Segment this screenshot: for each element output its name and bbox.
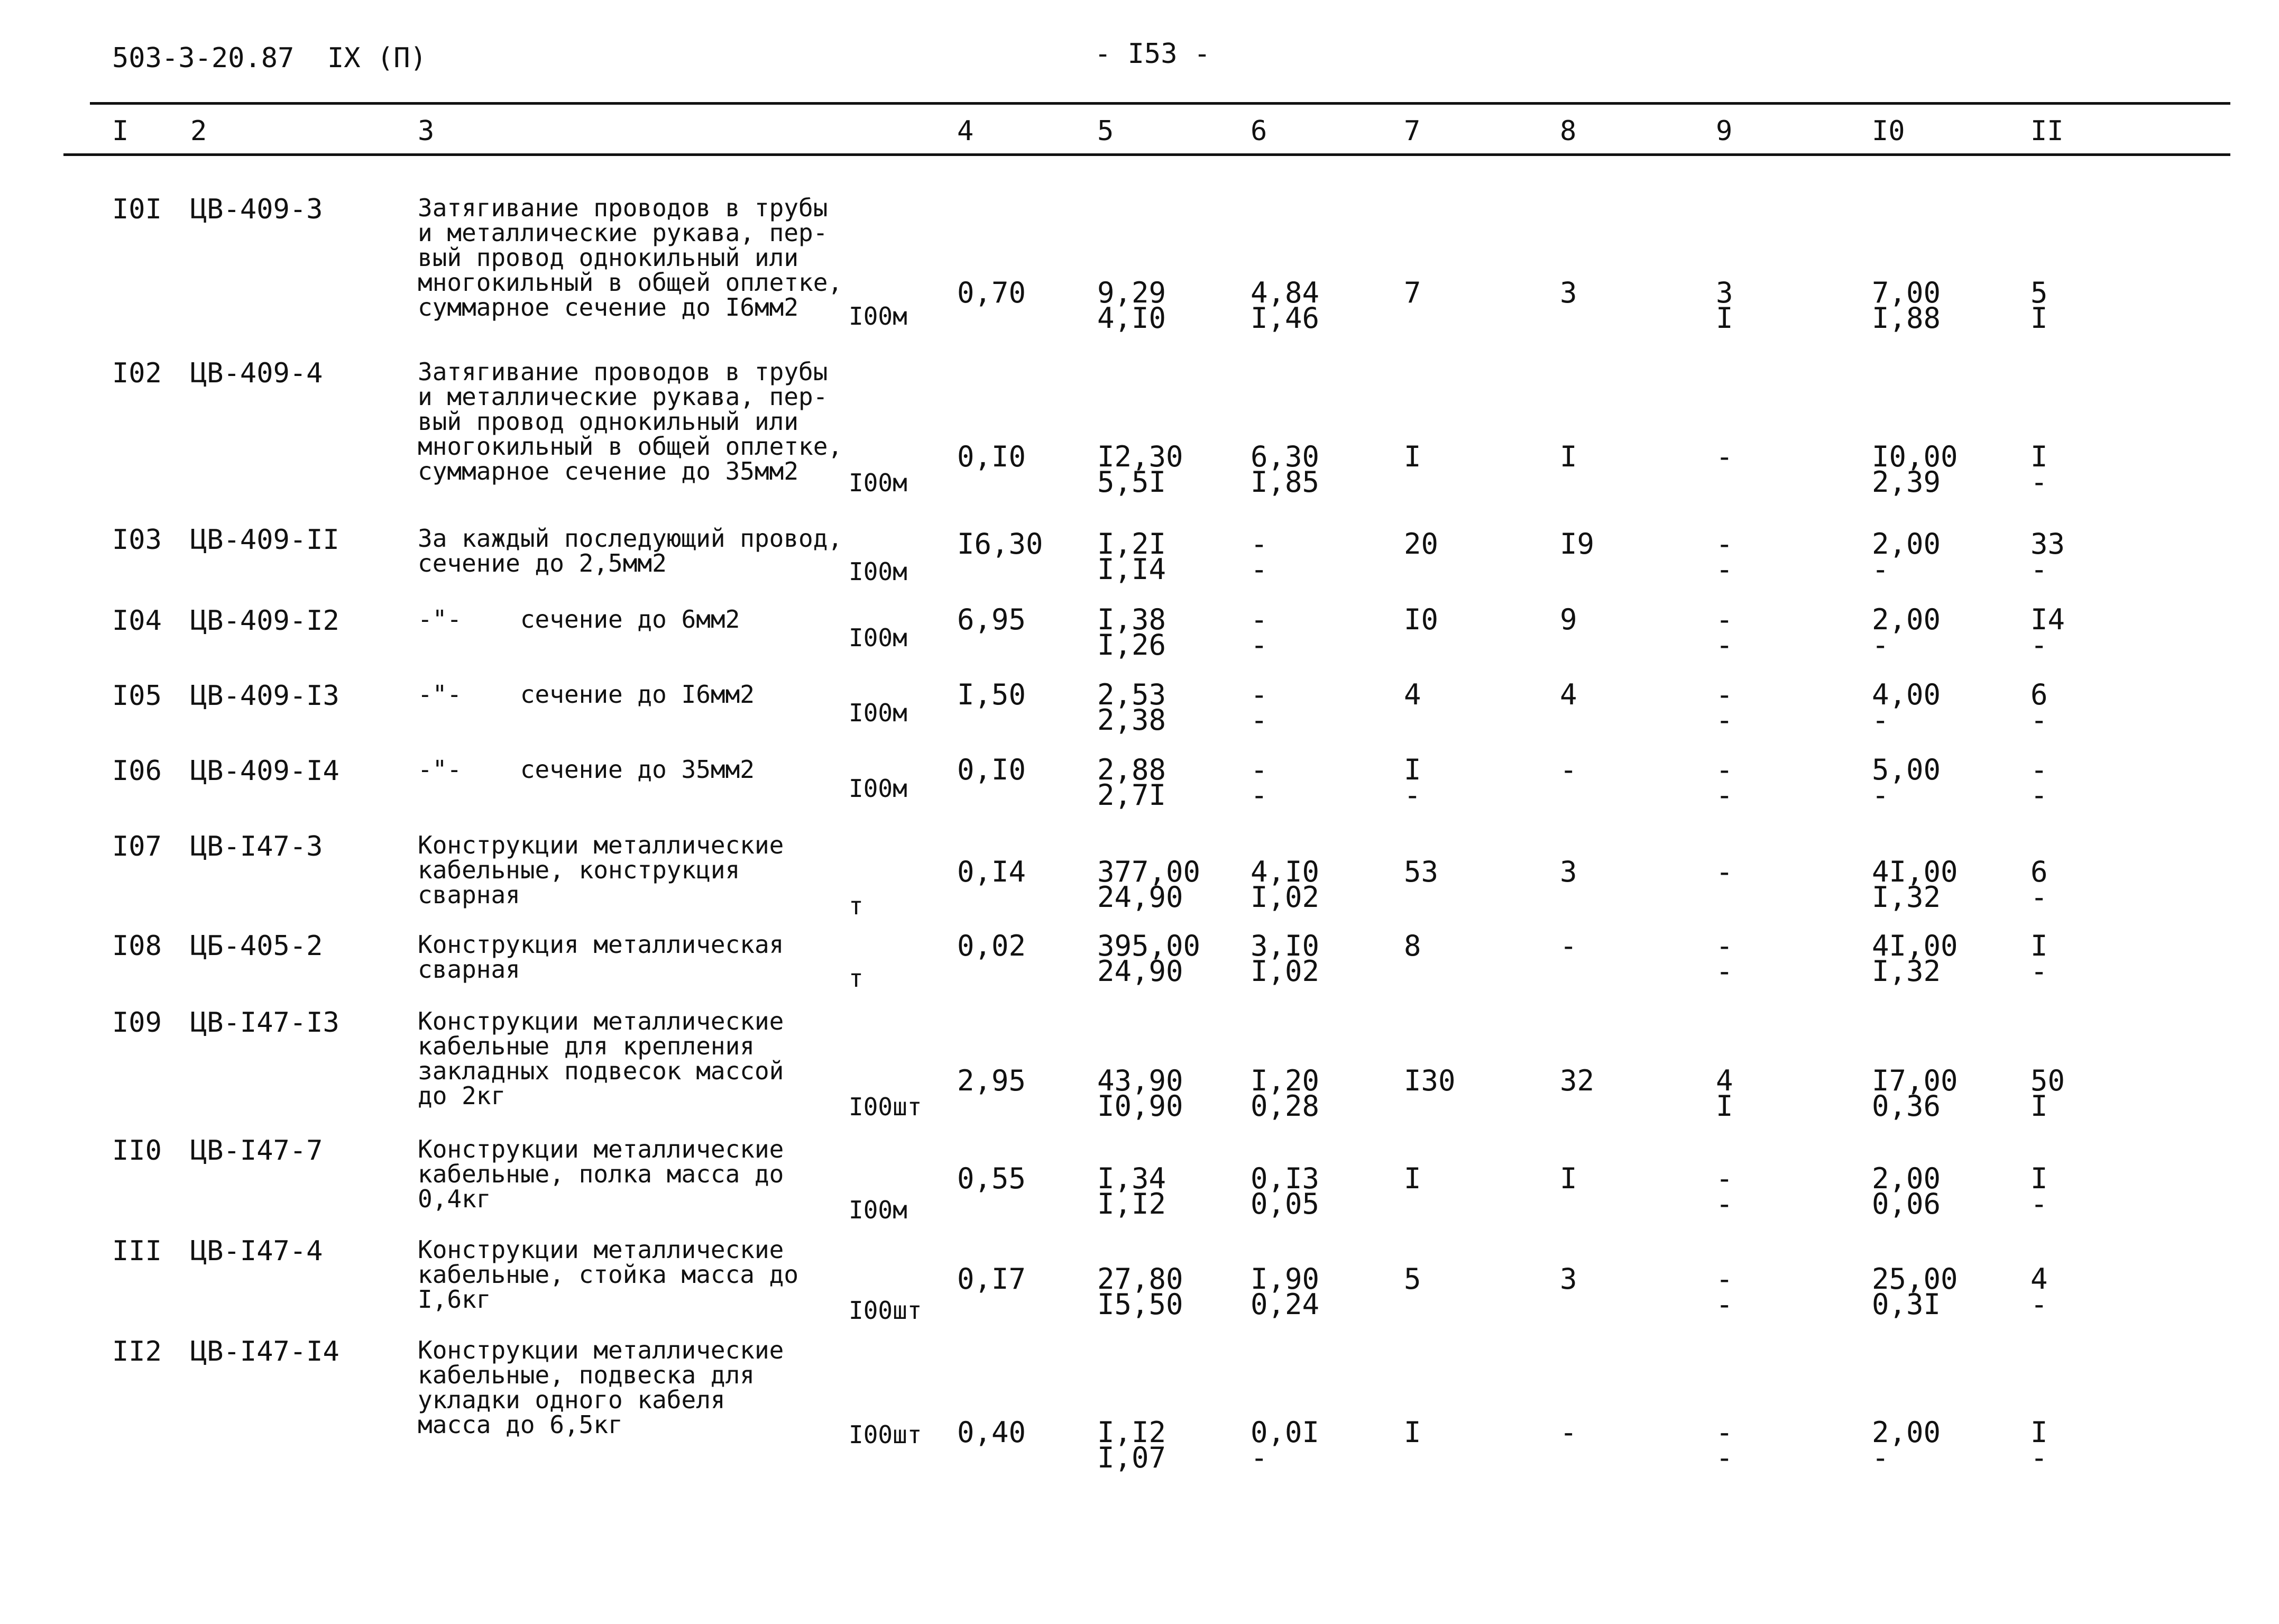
column-header-4: 4 <box>957 115 974 147</box>
row-number: II0 <box>112 1135 162 1167</box>
work-description-line: Затягивание проводов в трубы <box>418 194 828 222</box>
col9-value: 3 <box>1716 276 1733 309</box>
price-code: ЦБ-405-2 <box>190 930 323 962</box>
work-description-line: вый провод однокильный или <box>418 243 799 272</box>
unit-of-measure: I00м <box>849 302 907 331</box>
col11-value: 50 <box>2030 1064 2065 1097</box>
work-description-line: суммарное сечение до I6мм2 <box>418 293 799 322</box>
col8-value: - <box>1560 929 1577 962</box>
col10-value: I,88 <box>1872 301 1941 335</box>
col11-value: 5 <box>2030 276 2048 309</box>
col7-value: - <box>1404 778 1421 812</box>
col6-value: - <box>1251 678 1268 711</box>
price-code: ЦВ-409-4 <box>190 357 323 389</box>
work-description-line: кабельные, полка масса до <box>418 1160 784 1188</box>
col5-value: 2,7I <box>1097 778 1166 812</box>
col5-value: 27,80 <box>1097 1262 1183 1296</box>
col11-value: I4 <box>2030 603 2065 636</box>
col11-value: - <box>2030 880 2048 914</box>
work-description-line: кабельные, подвеска для <box>418 1361 755 1389</box>
col6-value: - <box>1251 553 1268 586</box>
col7-value: I30 <box>1404 1064 1456 1097</box>
unit-of-measure: I00м <box>849 623 907 652</box>
col9-value: - <box>1716 628 1733 662</box>
col6-value: 0,24 <box>1251 1288 1320 1321</box>
col11-value: - <box>2030 465 2048 499</box>
col5-value: I,I4 <box>1097 553 1166 586</box>
col9-value: - <box>1716 1187 1733 1221</box>
col10-value: I,32 <box>1872 955 1941 988</box>
header-rule <box>63 153 2230 156</box>
col5-value: 2,38 <box>1097 703 1166 737</box>
row-number: III <box>112 1235 162 1267</box>
col8-value: I <box>1560 1162 1577 1195</box>
col11-value: - <box>2030 753 2048 786</box>
col5-value: I,07 <box>1097 1441 1166 1474</box>
col5-value: 4,I0 <box>1097 301 1166 335</box>
work-description-line: закладных подвесок массой <box>418 1057 784 1085</box>
col6-value: - <box>1251 753 1268 786</box>
col9-value: - <box>1716 553 1733 586</box>
col9-value: - <box>1716 1441 1733 1474</box>
work-description-line: кабельные для крепления <box>418 1032 755 1060</box>
col11-value: 6 <box>2030 678 2048 711</box>
column-header-5: 5 <box>1097 115 1114 147</box>
col7-value: 7 <box>1404 276 1421 309</box>
col5-value: 5,5I <box>1097 465 1166 499</box>
col6-value: I,85 <box>1251 465 1320 499</box>
column-header-11: II <box>2030 115 2064 147</box>
row-number: I07 <box>112 831 162 863</box>
unit-of-measure: I00м <box>849 557 907 586</box>
column-header-8: 8 <box>1560 115 1577 147</box>
col8-value: 32 <box>1560 1064 1595 1097</box>
work-description-line: многокильный в общей оплетке, <box>418 268 843 297</box>
col11-value: - <box>2030 1288 2048 1321</box>
col11-value: I <box>2030 1162 2048 1195</box>
col8-value: 9 <box>1560 603 1577 636</box>
row-number: I09 <box>112 1007 162 1039</box>
col4-value: I,50 <box>957 678 1026 711</box>
col9-value: I <box>1716 301 1733 335</box>
col10-value: 0,36 <box>1872 1089 1941 1123</box>
work-description-line: Конструкции металлические <box>418 831 784 859</box>
col4-value: 0,55 <box>957 1162 1026 1195</box>
col7-value: I <box>1404 440 1421 473</box>
col10-value: I7,00 <box>1872 1064 1958 1097</box>
work-description-line: сварная <box>418 880 520 909</box>
col5-value: 9,29 <box>1097 276 1166 309</box>
work-description-line: и металлические рукава, пер- <box>418 218 828 247</box>
col9-value: - <box>1716 440 1733 473</box>
column-header-9: 9 <box>1716 115 1733 147</box>
col6-value: - <box>1251 603 1268 636</box>
row-number: II2 <box>112 1336 162 1368</box>
col11-value: - <box>2030 1187 2048 1221</box>
work-description-line: сечение до 2,5мм2 <box>418 549 667 577</box>
col5-value: 395,00 <box>1097 929 1201 962</box>
col9-value: - <box>1716 678 1733 711</box>
col10-value: - <box>1872 1441 1889 1474</box>
work-description-line: кабельные, конструкция <box>418 856 740 884</box>
work-description-line: Конструкции металлические <box>418 1235 784 1264</box>
col9-value: - <box>1716 1262 1733 1296</box>
col9-value: - <box>1716 929 1733 962</box>
col4-value: 0,I0 <box>957 753 1026 786</box>
col7-value: 5 <box>1404 1262 1421 1296</box>
col6-value: I,02 <box>1251 955 1320 988</box>
col8-value: 3 <box>1560 1262 1577 1296</box>
col5-value: I,I2 <box>1097 1416 1166 1449</box>
col9-value: - <box>1716 1162 1733 1195</box>
col6-value: - <box>1251 703 1268 737</box>
col10-value: 2,00 <box>1872 1416 1941 1449</box>
price-code: ЦВ-409-I4 <box>190 755 339 787</box>
col11-value: - <box>2030 778 2048 812</box>
col9-value: - <box>1716 778 1733 812</box>
price-code: ЦВ-I47-4 <box>190 1235 323 1267</box>
work-description-line: Конструкции металлические <box>418 1336 784 1364</box>
col5-value: 377,00 <box>1097 855 1201 888</box>
col4-value: 0,I4 <box>957 855 1026 888</box>
work-description-line: многокильный в общей оплетке, <box>418 432 843 461</box>
col11-value: - <box>2030 553 2048 586</box>
col6-value: 4,I0 <box>1251 855 1320 888</box>
col8-value: I9 <box>1560 527 1595 561</box>
col6-value: 4,84 <box>1251 276 1320 309</box>
col4-value: 0,70 <box>957 276 1026 309</box>
col9-value: - <box>1716 955 1733 988</box>
col10-value: - <box>1872 703 1889 737</box>
col5-value: I,38 <box>1097 603 1166 636</box>
col4-value: I6,30 <box>957 527 1043 561</box>
work-description-line: и металлические рукава, пер- <box>418 382 828 411</box>
col5-value: I5,50 <box>1097 1288 1183 1321</box>
col6-value: 6,30 <box>1251 440 1320 473</box>
col5-value: I,34 <box>1097 1162 1166 1195</box>
col10-value: 5,00 <box>1872 753 1941 786</box>
col11-value: 6 <box>2030 855 2048 888</box>
col6-value: - <box>1251 778 1268 812</box>
price-code: ЦВ-I47-I3 <box>190 1007 339 1039</box>
col11-value: I <box>2030 1416 2048 1449</box>
col11-value: - <box>2030 628 2048 662</box>
col6-value: I,20 <box>1251 1064 1320 1097</box>
row-number: I04 <box>112 605 162 637</box>
col8-value: - <box>1560 753 1577 786</box>
work-description-line: суммарное сечение до 35мм2 <box>418 457 799 485</box>
col10-value: 4,00 <box>1872 678 1941 711</box>
col11-value: - <box>2030 955 2048 988</box>
unit-of-measure: I00шт <box>849 1296 922 1325</box>
col4-value: 0,I7 <box>957 1262 1026 1296</box>
col10-value: I0,00 <box>1872 440 1958 473</box>
col4-value: 0,40 <box>957 1416 1026 1449</box>
work-description-line: масса до 6,5кг <box>418 1410 623 1439</box>
work-description-line: -"- сечение до 35мм2 <box>418 755 755 784</box>
work-description-line: Затягивание проводов в трубы <box>418 357 828 386</box>
col6-value: - <box>1251 1441 1268 1474</box>
col9-value: - <box>1716 1288 1733 1321</box>
unit-of-measure: I00м <box>849 469 907 497</box>
col10-value: 4I,00 <box>1872 855 1958 888</box>
col11-value: I <box>2030 1089 2048 1123</box>
col10-value: 0,06 <box>1872 1187 1941 1221</box>
column-header-2: 2 <box>190 115 207 147</box>
row-number: I06 <box>112 755 162 787</box>
col8-value: 3 <box>1560 855 1577 888</box>
col10-value: 4I,00 <box>1872 929 1958 962</box>
col6-value: 0,28 <box>1251 1089 1320 1123</box>
col10-value: 2,39 <box>1872 465 1941 499</box>
work-description-line: 0,4кг <box>418 1185 491 1213</box>
col6-value: 0,I3 <box>1251 1162 1320 1195</box>
price-code: ЦВ-I47-7 <box>190 1135 323 1167</box>
col5-value: I,2I <box>1097 527 1166 561</box>
row-number: I03 <box>112 524 162 556</box>
work-description-line: кабельные, стойка масса до <box>418 1260 799 1289</box>
col10-value: 0,3I <box>1872 1288 1941 1321</box>
col4-value: 0,02 <box>957 929 1026 962</box>
column-header-7: 7 <box>1404 115 1421 147</box>
col7-value: 4 <box>1404 678 1421 711</box>
price-code: ЦВ-409-I2 <box>190 605 339 637</box>
col6-value: 0,0I <box>1251 1416 1320 1449</box>
col5-value: 2,88 <box>1097 753 1166 786</box>
col5-value: I0,90 <box>1097 1089 1183 1123</box>
col11-value: - <box>2030 1441 2048 1474</box>
unit-of-measure: т <box>849 964 863 993</box>
col8-value: I <box>1560 440 1577 473</box>
work-description-line: Конструкции металлические <box>418 1135 784 1163</box>
col6-value: - <box>1251 527 1268 561</box>
col9-value: I <box>1716 1089 1733 1123</box>
price-code: ЦВ-409-I3 <box>190 680 339 712</box>
work-description-line: до 2кг <box>418 1081 506 1110</box>
row-number: I05 <box>112 680 162 712</box>
col11-value: I <box>2030 301 2048 335</box>
work-description-line: -"- сечение до 6мм2 <box>418 605 740 634</box>
col6-value: I,02 <box>1251 880 1320 914</box>
col5-value: 43,90 <box>1097 1064 1183 1097</box>
col5-value: I,26 <box>1097 628 1166 662</box>
work-description-line: Конструкция металлическая <box>418 930 784 959</box>
row-number: I02 <box>112 357 162 389</box>
col5-value: 24,90 <box>1097 955 1183 988</box>
price-code: ЦВ-I47-3 <box>190 831 323 863</box>
price-code: ЦВ-409-II <box>190 524 339 556</box>
top-rule <box>90 102 2230 105</box>
col4-value: 0,I0 <box>957 440 1026 473</box>
col10-value: - <box>1872 553 1889 586</box>
col11-value: 33 <box>2030 527 2065 561</box>
page-number: - I53 - <box>1095 38 1211 70</box>
price-code: ЦВ-409-3 <box>190 194 323 225</box>
work-description-line: Конструкции металлические <box>418 1007 784 1035</box>
unit-of-measure: I00шт <box>849 1093 922 1121</box>
col6-value: 0,05 <box>1251 1187 1320 1221</box>
work-description-line: сварная <box>418 955 520 984</box>
price-code: ЦВ-I47-I4 <box>190 1336 339 1368</box>
col10-value: 7,00 <box>1872 276 1941 309</box>
col5-value: I2,30 <box>1097 440 1183 473</box>
col11-value: 4 <box>2030 1262 2048 1296</box>
col9-value: - <box>1716 1416 1733 1449</box>
col8-value: - <box>1560 1416 1577 1449</box>
column-header-6: 6 <box>1251 115 1267 147</box>
col7-value: I <box>1404 1416 1421 1449</box>
col5-value: 24,90 <box>1097 880 1183 914</box>
row-number: I0I <box>112 194 162 225</box>
col7-value: 8 <box>1404 929 1421 962</box>
column-header-3: 3 <box>418 115 435 147</box>
col9-value: - <box>1716 855 1733 888</box>
col9-value: - <box>1716 703 1733 737</box>
col11-value: - <box>2030 703 2048 737</box>
col4-value: 6,95 <box>957 603 1026 636</box>
work-description-line: вый провод однокильный или <box>418 407 799 436</box>
unit-of-measure: I00м <box>849 699 907 727</box>
col4-value: 2,95 <box>957 1064 1026 1097</box>
column-header-10: I0 <box>1872 115 1905 147</box>
row-number: I08 <box>112 930 162 962</box>
unit-of-measure: I00м <box>849 1196 907 1224</box>
col10-value: 2,00 <box>1872 527 1941 561</box>
col6-value: I,90 <box>1251 1262 1320 1296</box>
col11-value: I <box>2030 440 2048 473</box>
col7-value: I <box>1404 753 1421 786</box>
unit-of-measure: I00м <box>849 774 907 803</box>
col10-value: - <box>1872 778 1889 812</box>
col6-value: 3,I0 <box>1251 929 1320 962</box>
col10-value: 2,00 <box>1872 603 1941 636</box>
col7-value: 53 <box>1404 855 1439 888</box>
col11-value: I <box>2030 929 2048 962</box>
work-description-line: За каждый последующий провод, <box>418 524 843 553</box>
doc-code: 503-3-20.87 IX (П) <box>112 42 427 74</box>
unit-of-measure: т <box>849 892 863 920</box>
col10-value: I,32 <box>1872 880 1941 914</box>
col8-value: 4 <box>1560 678 1577 711</box>
col8-value: 3 <box>1560 276 1577 309</box>
col7-value: 20 <box>1404 527 1439 561</box>
work-description-line: -"- сечение до I6мм2 <box>418 680 755 709</box>
col7-value: I <box>1404 1162 1421 1195</box>
col5-value: I,I2 <box>1097 1187 1166 1221</box>
unit-of-measure: I00шт <box>849 1420 922 1449</box>
col5-value: 2,53 <box>1097 678 1166 711</box>
work-description-line: укладки одного кабеля <box>418 1386 725 1414</box>
col6-value: - <box>1251 628 1268 662</box>
col7-value: I0 <box>1404 603 1439 636</box>
col10-value: - <box>1872 628 1889 662</box>
col10-value: 25,00 <box>1872 1262 1958 1296</box>
column-header-1: I <box>112 115 129 147</box>
col6-value: I,46 <box>1251 301 1320 335</box>
col9-value: 4 <box>1716 1064 1733 1097</box>
col9-value: - <box>1716 603 1733 636</box>
work-description-line: I,6кг <box>418 1285 491 1314</box>
col10-value: 2,00 <box>1872 1162 1941 1195</box>
col9-value: - <box>1716 753 1733 786</box>
col9-value: - <box>1716 527 1733 561</box>
